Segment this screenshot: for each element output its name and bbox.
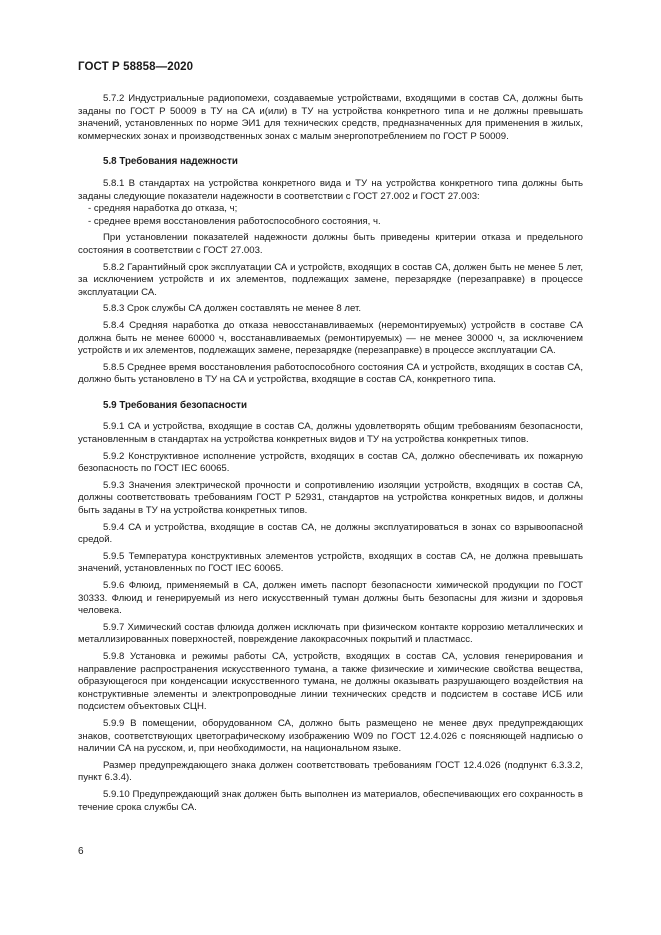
paragraph-5-9-5: 5.9.5 Температура конструктивных элементов устройств, входящих в состав СА, не должна превышать значений, установленных по ГОСТ IEC 60065.	[78, 550, 583, 575]
paragraph-5-9-7: 5.9.7 Химический состав флюида должен исключать при физическом контакте коррозию металлических и металлизированных поверхностей, повреждение лакокрасочных покрытий и пластмасс.	[78, 621, 583, 646]
paragraph-5-9-1: 5.9.1 СА и устройства, входящие в состав СА, должны удовлетворять общим требованиям безопасности, установленным в стандартах на устройства конкретных видов и ТУ на устройства конкретных типов.	[78, 421, 583, 446]
list-item: - средняя наработка до отказа, ч;	[88, 203, 238, 215]
paragraph-5-9-9: 5.9.9 В помещении, оборудованном СА, должно быть размещено не менее двух предупреждающих знаков, соответствующих цветографическому изображению W09 по ГОСТ 12.4.026 с поясняющей надписью о наличии СА на русском, и, при необходимости, на национальном языке.	[78, 717, 583, 755]
paragraph-5-9-9-sign-size: Размер предупреждающего знака должен соответствовать требованиям ГОСТ 12.4.026 (подпункт 6.3.3.2, пункт 6.3.4).	[78, 759, 583, 784]
paragraph-5-9-2: 5.9.2 Конструктивное исполнение устройств, входящих в состав СА, должно обеспечивать их пожарную безопасность по ГОСТ IEC 60065.	[78, 450, 583, 475]
paragraph-5-9-3: 5.9.3 Значения электрической прочности и сопротивлению изоляции устройств, входящих в состав СА, должны соответствовать требованиям ГОСТ Р 52931, стандартов на устройства конкретных видов, и должны быть заданы в ТУ на устройства конкретных типов.	[78, 479, 583, 517]
list-item: - среднее время восстановления работоспособного состояния, ч.	[88, 215, 381, 227]
document-header: ГОСТ Р 58858—2020	[78, 61, 194, 73]
paragraph-5-8-5: 5.8.5 Среднее время восстановления работоспособного состояния СА и устройств, входящих в состав СА, должно быть установлено в ТУ на СА и устройства, входящие в состав СА, конкретного типа.	[78, 361, 583, 386]
document-body	[78, 93, 583, 814]
paragraph-5-8-4: 5.8.4 Средняя наработка до отказа невосстанавливаемых (неремонтируемых) устройств в составе СА должна быть не менее 60000 ч, восстанавливаемых (ремонтируемых) — не менее 30000 ч, за исключением устройств и их элементов, подлежащих замене, перезарядке (перезаправке) в процессе эксплуатации СА.	[78, 319, 583, 357]
paragraph-5-9-6: 5.9.6 Флюид, применяемый в СА, должен иметь паспорт безопасности химической продукции по ГОСТ 30333. Флюид и генерируемый из него искусственный туман должны быть безопасны для жизни и здоровья человека.	[78, 580, 583, 617]
section-heading-5-9: 5.9 Требования безопасности	[103, 399, 247, 411]
page-number: 6	[78, 846, 84, 857]
paragraph-5-9-10: 5.9.10 Предупреждающий знак должен быть выполнен из материалов, обеспечивающих его сохранность в течение срока службы СА.	[78, 788, 583, 813]
section-heading-5-8: 5.8 Требования надежности	[103, 156, 238, 168]
paragraph-5-8-3: 5.8.3 Срок службы СА должен составлять не менее 8 лет.	[103, 303, 362, 315]
paragraph-5-9-8: 5.9.8 Установка и режимы работы СА, устройств, входящих в состав СА, условия генерирования и направление распространения искусственного тумана, а также физические и химические свойства вещества, образующегося при конденсации искусственного тумана, не должны оказывать разрушающего воздействия на конструктивные элементы и электропроводные линии технических средств и подсистем в составе ИСБ или подсистем объектовых СЦН.	[78, 650, 583, 713]
paragraph-5-9-4: 5.9.4 СА и устройства, входящие в состав СА, не должны эксплуатироваться в зонах со взрывоопасной средой.	[78, 521, 583, 546]
paragraph-5-8-1-criteria: При установлении показателей надежности должны быть приведены критерии отказа и предельного состояния в соответствии с ГОСТ 27.003.	[78, 232, 583, 256]
paragraph-5-8-1: 5.8.1 В стандартах на устройства конкретного вида и ТУ на устройства конкретного типа должны быть заданы следующие показатели надежности в соответствии с ГОСТ 27.002 и ГОСТ 27.003:	[78, 177, 583, 202]
paragraph-5-7-2: 5.7.2 Индустриальные радиопомехи, создаваемые устройствами, входящими в состав СА, должны быть заданы по ГОСТ Р 50009 в ТУ на СА и(или) в ТУ на устройства конкретного типа и не должны превышать значений, установленных по норме ЭИ1 для технических средств, предназначенных для применения в жилых, коммерческих зонах и производственных зонах с малым энергопотреблением по ГОСТ Р 50009.	[78, 93, 583, 142]
paragraph-5-8-2: 5.8.2 Гарантийный срок эксплуатации СА и устройств, входящих в состав СА, должен быть не менее 5 лет, за исключением устройств и их элементов, подлежащих замене, перезарядке (перезаправке) в процессе эксплуатации СА.	[78, 261, 583, 298]
